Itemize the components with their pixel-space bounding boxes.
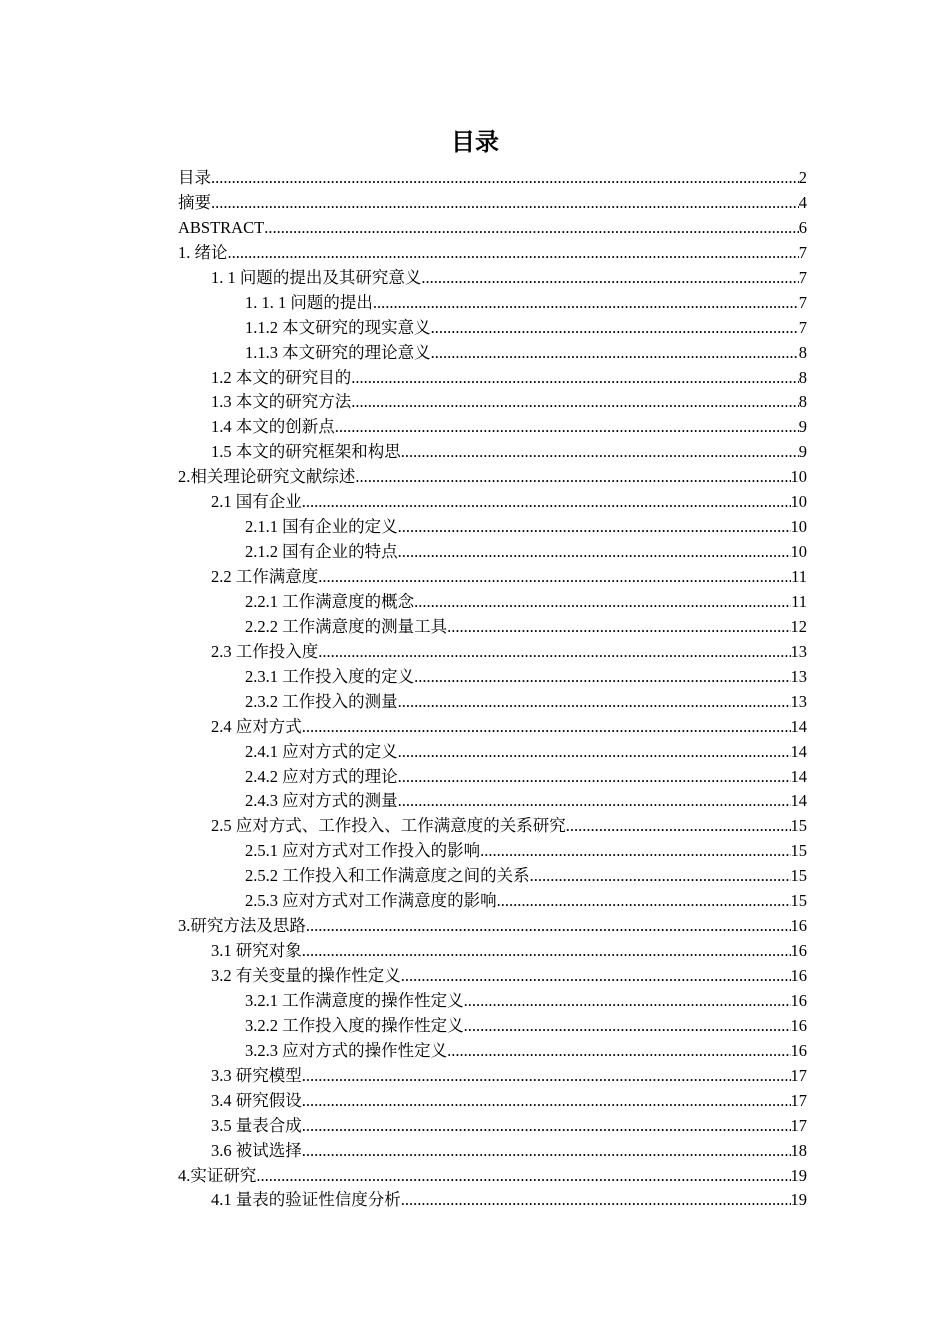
dot-leader	[302, 490, 791, 515]
toc-entry[interactable]	[178, 914, 807, 939]
toc-entry[interactable]	[178, 690, 807, 715]
dot-leader	[398, 690, 791, 715]
toc-entry[interactable]	[178, 1089, 807, 1114]
dot-leader	[318, 565, 791, 590]
toc-entry-page-number: 10	[790, 492, 807, 512]
toc-entry[interactable]	[178, 889, 807, 914]
toc-entry-page-number: 16	[790, 916, 807, 936]
toc-entry-page-number: 8	[798, 392, 807, 412]
toc-entry-page-number: 17	[790, 1090, 807, 1110]
dot-leader	[302, 1089, 791, 1114]
page-title: 目录	[451, 128, 499, 156]
dot-leader	[464, 989, 791, 1014]
toc-entry-page-number: 17	[790, 1115, 807, 1135]
dot-leader	[302, 939, 791, 964]
toc-entry-label: 3.6 被试选择	[211, 1140, 302, 1160]
toc-entry-label: 1.4 本文的创新点	[211, 417, 335, 437]
toc-entry[interactable]	[178, 440, 807, 465]
toc-entry-label: 1.2 本文的研究目的	[211, 367, 352, 387]
toc-entry-label: 2.5.3 应对方式对工作满意度的影响	[245, 891, 497, 911]
dot-leader	[373, 291, 799, 316]
dot-leader	[414, 590, 791, 615]
toc-entry-page-number: 12	[790, 616, 807, 636]
dot-leader	[302, 715, 791, 740]
toc-entry-page-number: 14	[790, 791, 807, 811]
toc-entry[interactable]	[178, 465, 807, 490]
toc-entry[interactable]	[178, 590, 807, 615]
toc-entry[interactable]	[178, 565, 807, 590]
toc-entry[interactable]	[178, 939, 807, 964]
toc-entry-page-number: 8	[798, 342, 807, 362]
dot-leader	[566, 814, 791, 839]
toc-entry-label: 1.5 本文的研究框架和构思	[211, 442, 401, 462]
toc-entry[interactable]	[178, 1139, 807, 1164]
toc-entry-label: 2.3.1 工作投入度的定义	[245, 666, 415, 686]
dot-leader	[335, 415, 799, 440]
dot-leader	[398, 740, 791, 765]
toc-entry-page-number: 19	[790, 1165, 807, 1185]
toc-entry-page-number: 16	[790, 990, 807, 1010]
toc-entry[interactable]	[178, 191, 807, 216]
toc-entry-label: 3.2 有关变量的操作性定义	[211, 966, 401, 985]
toc-entry-label: 2.3 工作投入度	[211, 641, 319, 661]
dot-leader	[264, 216, 799, 241]
dot-leader	[228, 241, 799, 266]
toc-entry-page-number: 15	[790, 866, 807, 886]
toc-entry[interactable]	[178, 715, 807, 740]
toc-entry[interactable]	[178, 291, 807, 316]
toc-entry[interactable]	[178, 864, 807, 889]
toc-entry-page-number: 13	[790, 641, 807, 661]
toc-entry-page-number: 18	[790, 1140, 807, 1160]
dot-leader	[318, 640, 790, 665]
toc-entry-label: 1.1.2 本文研究的现实意义	[245, 317, 431, 337]
dot-leader	[447, 615, 790, 640]
toc-entry-label: 3.2.3 应对方式的操作性定义	[245, 1040, 448, 1060]
toc-entry-page-number: 9	[798, 417, 807, 437]
dot-leader	[351, 366, 799, 391]
toc-entry-page-number: 8	[798, 367, 807, 387]
toc-entry-page-number: 15	[790, 841, 807, 861]
toc-entry-label: 2.相关理论研究文献综述	[178, 467, 356, 487]
toc-entry-label: 2.4 应对方式	[211, 716, 302, 736]
toc-entry[interactable]	[178, 216, 807, 241]
toc-entry[interactable]	[178, 1114, 807, 1139]
toc-entry-page-number: 10	[790, 467, 807, 487]
toc-entry-label: 3.5 量表合成	[211, 1115, 302, 1135]
toc-entry[interactable]	[178, 765, 807, 790]
dot-leader	[398, 515, 791, 540]
dot-leader	[351, 390, 799, 415]
toc-entry[interactable]	[178, 166, 807, 191]
toc-entry-label: 1. 1 问题的提出及其研究意义	[211, 267, 422, 287]
toc-entry[interactable]	[178, 540, 807, 565]
toc-entry-label: 2.5.1 应对方式对工作投入的影响	[245, 841, 481, 861]
toc-entry-label: 1. 绪论	[178, 242, 228, 262]
toc-entry-label: 2.3.2 工作投入的测量	[245, 691, 398, 711]
toc-entry-page-number: 19	[790, 1190, 807, 1210]
dot-leader	[497, 889, 791, 914]
toc-entry-label: 2.4.1 应对方式的定义	[245, 741, 398, 761]
dot-leader	[302, 1114, 791, 1139]
toc-entry-page-number: 11	[791, 567, 807, 586]
toc-entry-label: 1.3 本文的研究方法	[211, 392, 352, 412]
toc-entry-label: 2.4.2 应对方式的理论	[245, 766, 398, 786]
toc-entry[interactable]	[178, 665, 807, 690]
dot-leader	[401, 440, 799, 465]
toc-entry-label: 2.2.1 工作满意度的概念	[245, 591, 415, 611]
dot-leader	[414, 665, 790, 690]
toc-entry-page-number: 16	[790, 941, 807, 961]
dot-leader	[480, 839, 790, 864]
dot-leader	[401, 964, 791, 989]
dot-leader	[398, 540, 791, 565]
dot-leader	[398, 789, 791, 814]
toc-entry-label: 2.1 国有企业	[211, 492, 302, 512]
toc-entry-page-number: 15	[790, 891, 807, 911]
toc-entry[interactable]	[178, 390, 807, 415]
toc-entry-label: 2.2 工作满意度	[211, 567, 319, 586]
toc-entry[interactable]	[178, 515, 807, 540]
toc-entry-page-number: 16	[790, 1015, 807, 1035]
toc-entry[interactable]	[178, 615, 807, 640]
toc-entry[interactable]	[178, 964, 807, 989]
toc-entry-page-number: 7	[798, 242, 807, 262]
toc-entry-page-number: 6	[798, 217, 807, 237]
toc-entry[interactable]	[178, 789, 807, 814]
toc-entry-page-number: 10	[790, 542, 807, 562]
toc-entry-label: 3.1 研究对象	[211, 941, 302, 961]
toc-entry-page-number: 9	[798, 442, 807, 462]
toc-entry-page-number: 11	[791, 591, 807, 611]
toc-entry[interactable]	[178, 266, 807, 291]
toc-entry-page-number: 14	[790, 741, 807, 761]
toc-entry-label: 3.4 研究假设	[211, 1090, 302, 1110]
toc-entry-label: 目录	[178, 168, 211, 187]
toc-entry-label: 3.3 研究模型	[211, 1065, 302, 1085]
toc-entry-page-number: 16	[790, 966, 807, 985]
toc-entry-page-number: 10	[790, 517, 807, 537]
toc-entry-label: 2.2.2 工作满意度的测量工具	[245, 616, 448, 636]
toc-entry-label: 2.4.3 应对方式的测量	[245, 791, 398, 811]
toc-entry-label: ABSTRACT	[178, 217, 265, 237]
toc-entry-label: 4.1 量表的验证性信度分析	[211, 1190, 401, 1210]
toc-entry[interactable]	[178, 839, 807, 864]
toc-entry-page-number: 14	[790, 716, 807, 736]
dot-leader	[211, 191, 799, 216]
toc-entry-page-number: 15	[790, 816, 807, 836]
toc-entry-page-number: 7	[798, 292, 807, 312]
dot-leader	[431, 341, 799, 366]
toc-entry[interactable]	[178, 366, 807, 391]
toc-entry[interactable]	[178, 989, 807, 1014]
toc-entry-label: 2.1.2 国有企业的特点	[245, 542, 398, 562]
toc-entry-page-number: 16	[790, 1040, 807, 1060]
toc-entry-label: 4.实证研究	[178, 1165, 257, 1185]
toc-entry[interactable]	[178, 640, 807, 665]
dot-leader	[306, 914, 791, 939]
toc-entry-label: 3.2.1 工作满意度的操作性定义	[245, 990, 464, 1010]
dot-leader	[211, 166, 799, 191]
toc-entry[interactable]	[178, 316, 807, 341]
toc-entry-label: 2.5.2 工作投入和工作满意度之间的关系	[245, 866, 530, 886]
toc-entry-page-number: 7	[798, 267, 807, 287]
dot-leader	[431, 316, 799, 341]
dot-leader	[302, 1064, 791, 1089]
dot-leader	[302, 1139, 791, 1164]
toc-entry-page-number: 13	[790, 691, 807, 711]
toc-entry-page-number: 7	[798, 317, 807, 337]
toc-entry-page-number: 13	[790, 666, 807, 686]
dot-leader	[398, 765, 791, 790]
toc-entry[interactable]	[178, 1014, 807, 1039]
toc-entry[interactable]	[178, 814, 807, 839]
dot-leader	[447, 1039, 790, 1064]
table-of-contents	[178, 166, 807, 1213]
toc-entry-page-number: 2	[798, 168, 807, 187]
toc-entry[interactable]	[178, 415, 807, 440]
toc-entry-page-number: 14	[790, 766, 807, 786]
toc-entry[interactable]	[178, 241, 807, 266]
dot-leader	[530, 864, 791, 889]
dot-leader	[464, 1014, 791, 1039]
toc-entry-label: 2.1.1 国有企业的定义	[245, 517, 398, 537]
dot-leader	[256, 1164, 790, 1189]
dot-leader	[401, 1188, 791, 1213]
toc-entry-label: 1. 1. 1 问题的提出	[245, 292, 373, 312]
toc-entry[interactable]	[178, 1064, 807, 1089]
toc-entry[interactable]	[178, 1188, 807, 1213]
toc-entry-label: 1.1.3 本文研究的理论意义	[245, 342, 431, 362]
toc-entry-label: 3.2.2 工作投入度的操作性定义	[245, 1015, 464, 1035]
toc-entry-label: 3.研究方法及思路	[178, 916, 306, 936]
dot-leader	[355, 465, 790, 490]
toc-entry-page-number: 17	[790, 1065, 807, 1085]
toc-entry[interactable]	[178, 490, 807, 515]
toc-entry[interactable]	[178, 341, 807, 366]
toc-entry-page-number: 4	[798, 192, 807, 212]
toc-entry[interactable]	[178, 1039, 807, 1064]
toc-entry[interactable]	[178, 1164, 807, 1189]
dot-leader	[421, 266, 798, 291]
toc-entry-label: 摘要	[178, 192, 211, 212]
toc-entry-label: 2.5 应对方式、工作投入、工作满意度的关系研究	[211, 816, 566, 836]
toc-entry[interactable]	[178, 740, 807, 765]
